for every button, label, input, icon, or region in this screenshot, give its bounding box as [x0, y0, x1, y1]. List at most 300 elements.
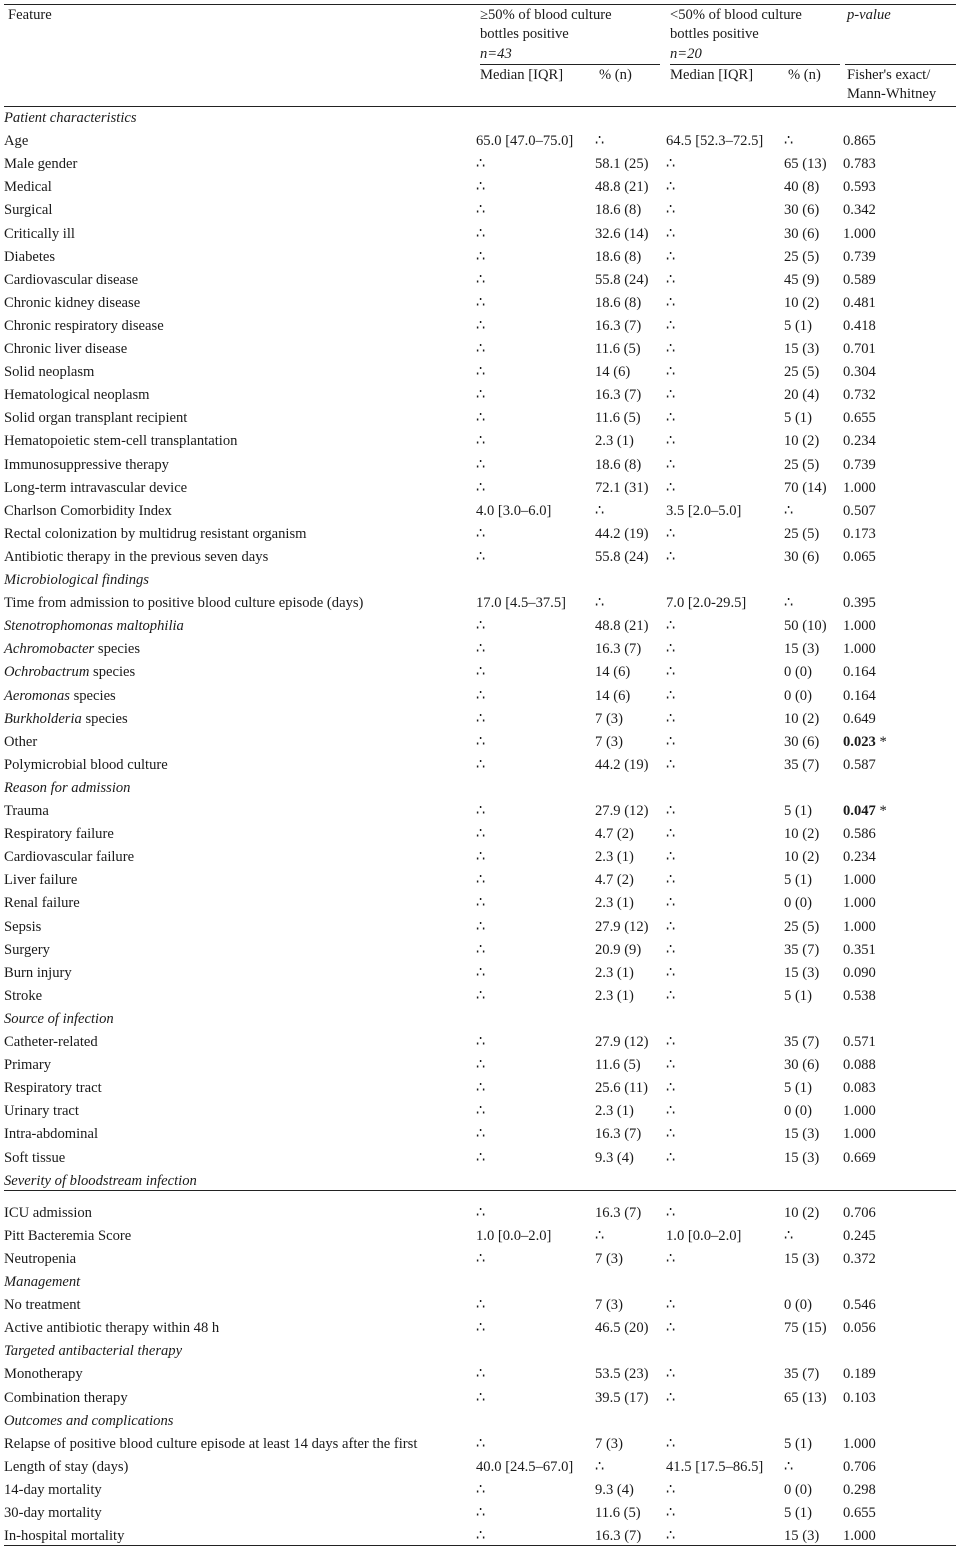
- group1-median-cell: ∴: [476, 1034, 486, 1050]
- section-header: [0, 1340, 952, 1363]
- group2-pct-cell: 70 (14): [784, 479, 827, 496]
- group1-median-cell: ∴: [476, 803, 486, 819]
- organism-name: Ochrobactrum: [4, 664, 90, 681]
- table-row: [0, 338, 952, 361]
- group1-pct-cell: 16.3 (7): [595, 641, 642, 658]
- pvalue-number: 0.507: [843, 502, 876, 519]
- group2-median-cell: ∴: [666, 803, 676, 819]
- group2-median-cell: ∴: [666, 1149, 676, 1166]
- feature-suffix: species: [89, 664, 136, 681]
- pvalue-number: 0.739: [843, 456, 876, 473]
- table-row: [0, 361, 952, 384]
- pvalue-cell: [843, 592, 876, 615]
- group1-median-cell: ∴: [476, 294, 486, 311]
- pvalue-number: 0.706: [843, 1458, 876, 1475]
- group2-median-cell: 64.5 [52.3–72.5]: [666, 133, 764, 150]
- pvalue-cell: [843, 685, 876, 708]
- feature-cell: Burn injury: [4, 964, 72, 981]
- group1-median-cell: ∴: [476, 341, 486, 357]
- group1-median-cell: 40.0 [24.5–67.0]: [476, 1458, 574, 1475]
- group1-median-cell: ∴: [476, 1149, 486, 1166]
- group1-pct-cell: 16.3 (7): [595, 1204, 642, 1221]
- pvalue-number: 1.000: [843, 918, 876, 935]
- pvalue-number: 1.000: [843, 225, 876, 242]
- group1-pct-cell: 44.2 (19): [595, 756, 649, 773]
- table-top-rule: [4, 4, 956, 5]
- feature-cell: Soft tissue: [4, 1149, 66, 1166]
- group1-median-cell: ∴: [476, 826, 486, 843]
- group2-pct-cell: 25 (5): [784, 456, 820, 473]
- table-row: [0, 731, 952, 754]
- table-row: [0, 846, 952, 869]
- header-pvalue: p-value: [847, 7, 891, 23]
- pvalue-cell: [843, 869, 876, 892]
- group1-median-cell: ∴: [476, 872, 486, 889]
- group1-median-cell: ∴: [476, 364, 486, 381]
- table-row: [0, 1225, 952, 1248]
- pvalue-number: 0.571: [843, 1034, 876, 1050]
- pvalue-number: 0.023: [843, 733, 876, 750]
- header-group1-title1: ≥50% of blood culture: [480, 7, 612, 23]
- group2-median-cell: ∴: [666, 964, 676, 981]
- feature-cell: Management: [4, 1274, 81, 1290]
- group1-pct-cell: ∴: [595, 502, 605, 519]
- table-row: [0, 1433, 952, 1456]
- group1-pct-cell: 7 (3): [595, 1435, 623, 1452]
- group1-pct-cell: 48.8 (21): [595, 179, 649, 196]
- pvalue-number: 0.372: [843, 1250, 876, 1267]
- group2-pct-cell: 50 (10): [784, 618, 827, 635]
- pvalue-cell: [843, 823, 876, 846]
- group2-pct-cell: 30 (6): [784, 202, 820, 219]
- table-row: [0, 985, 952, 1008]
- group1-pct-cell: 7 (3): [595, 1250, 623, 1267]
- pvalue-number: 1.000: [843, 1103, 876, 1120]
- group1-pct-cell: 16.3 (7): [595, 387, 642, 404]
- pvalue-number: 0.593: [843, 179, 876, 196]
- group2-pct-cell: 10 (2): [784, 1204, 820, 1221]
- pvalue-cell: [843, 1317, 876, 1340]
- pvalue-cell: [843, 315, 876, 338]
- group2-median-cell: ∴: [666, 941, 676, 958]
- section-header: [0, 1008, 952, 1031]
- group1-pct-cell: ∴: [595, 1458, 605, 1475]
- feature-cell: Liver failure: [4, 872, 78, 889]
- group2-median-cell: ∴: [666, 1204, 676, 1221]
- group1-median-cell: ∴: [476, 618, 486, 635]
- feature-cell: Intra-abdominal: [4, 1126, 99, 1143]
- pvalue-cell: [843, 1147, 876, 1170]
- group1-pct-cell: ∴: [595, 133, 605, 150]
- table-row: [0, 546, 952, 569]
- group2-pct-cell: 5 (1): [784, 1505, 812, 1521]
- group2-pct-cell: 15 (3): [784, 964, 820, 981]
- table-row: [0, 869, 952, 892]
- group1-pct-cell: 20.9 (9): [595, 941, 642, 958]
- table-row: [0, 1100, 952, 1123]
- group2-pct-cell: 0 (0): [784, 687, 812, 704]
- feature-cell: [4, 638, 140, 661]
- pvalue-cell: [843, 962, 876, 985]
- group2-pct-cell: 5 (1): [784, 1435, 812, 1452]
- pvalue-cell: [843, 1363, 876, 1386]
- group1-median-cell: ∴: [476, 1080, 486, 1097]
- group2-pct-cell: 30 (6): [784, 225, 820, 242]
- group2-pct-cell: 20 (4): [784, 387, 820, 404]
- feature-cell: Patient characteristics: [4, 110, 137, 126]
- group1-pct-cell: 9.3 (4): [595, 1149, 634, 1166]
- group2-median-cell: ∴: [666, 872, 676, 889]
- pvalue-number: 0.304: [843, 364, 876, 381]
- pvalue-cell: [843, 130, 876, 153]
- table-row: [0, 685, 952, 708]
- feature-cell: 14-day mortality: [4, 1481, 102, 1498]
- table-row: [0, 430, 952, 453]
- group2-median-cell: ∴: [666, 1320, 676, 1337]
- group2-median-cell: ∴: [666, 1481, 676, 1498]
- feature-cell: Reason for admission: [4, 779, 131, 796]
- group1-pct-cell: 72.1 (31): [595, 479, 649, 496]
- group1-pct-cell: 11.6 (5): [595, 1505, 641, 1521]
- group1-median-cell: ∴: [476, 756, 486, 773]
- feature-cell: Cardiovascular disease: [4, 271, 139, 288]
- group1-median-cell: ∴: [476, 641, 486, 658]
- group1-median-cell: ∴: [476, 941, 486, 958]
- feature-cell: ICU admission: [4, 1204, 92, 1221]
- pvalue-number: 1.000: [843, 641, 876, 658]
- group2-median-cell: ∴: [666, 1250, 676, 1267]
- feature-cell: No treatment: [4, 1297, 81, 1314]
- group2-pct-cell: 0 (0): [784, 664, 812, 681]
- group2-pct-cell: 5 (1): [784, 987, 812, 1004]
- group2-median-cell: ∴: [666, 1057, 676, 1074]
- group1-pct-cell: 55.8 (24): [595, 271, 649, 288]
- group1-pct-cell: 7 (3): [595, 733, 623, 750]
- pvalue-cell: [843, 454, 876, 477]
- table-row: [0, 1147, 952, 1170]
- table-row: [0, 592, 952, 615]
- group2-pct-cell: 0 (0): [784, 1481, 812, 1498]
- pvalue-cell: [843, 1456, 876, 1479]
- header-pvalue-underline: [845, 64, 956, 65]
- feature-cell: Stenotrophomonas maltophilia: [4, 618, 184, 635]
- group2-pct-cell: 65 (13): [784, 1389, 827, 1406]
- group2-median-cell: ∴: [666, 1080, 676, 1097]
- table-row: [0, 892, 952, 915]
- group1-pct-cell: 2.3 (1): [595, 895, 634, 912]
- feature-cell: Time from admission to positive blood culture episode (days): [4, 595, 364, 612]
- table-row: [0, 1363, 952, 1386]
- header-feature: Feature: [8, 7, 52, 23]
- feature-cell: Hematological neoplasm: [4, 387, 150, 404]
- pvalue-cell: [843, 1100, 876, 1123]
- group2-pct-cell: 10 (2): [784, 849, 820, 866]
- group2-median-cell: ∴: [666, 733, 676, 750]
- header-group2-median: Median [IQR]: [670, 67, 754, 83]
- pvalue-cell: [843, 800, 887, 823]
- table-row: [0, 315, 952, 338]
- group2-pct-cell: 0 (0): [784, 895, 812, 912]
- group1-median-cell: ∴: [476, 733, 486, 750]
- group1-median-cell: ∴: [476, 156, 486, 173]
- group1-median-cell: ∴: [476, 248, 486, 265]
- table-row: [0, 708, 952, 731]
- table-row: [0, 823, 952, 846]
- table-row: [0, 962, 952, 985]
- feature-cell: Primary: [4, 1057, 52, 1074]
- feature-cell: Respiratory tract: [4, 1080, 102, 1097]
- pvalue-cell: [843, 1433, 876, 1456]
- group1-median-cell: ∴: [476, 849, 486, 866]
- group2-median-cell: ∴: [666, 1103, 676, 1120]
- pvalue-number: 0.546: [843, 1297, 876, 1314]
- section-header: [0, 1410, 952, 1433]
- pvalue-cell: [843, 1123, 876, 1146]
- pvalue-number: 0.865: [843, 133, 876, 150]
- group2-median-cell: ∴: [666, 271, 676, 288]
- pvalue-cell: [843, 638, 876, 661]
- group2-pct-cell: 15 (3): [784, 1149, 820, 1166]
- group2-pct-cell: ∴: [784, 1458, 794, 1475]
- group1-median-cell: ∴: [476, 1435, 486, 1452]
- group2-median-cell: ∴: [666, 248, 676, 265]
- feature-cell: Pitt Bacteremia Score: [4, 1227, 132, 1244]
- feature-cell: Chronic liver disease: [4, 341, 128, 357]
- group1-median-cell: ∴: [476, 1481, 486, 1498]
- group2-pct-cell: 30 (6): [784, 1057, 820, 1074]
- group2-median-cell: ∴: [666, 687, 676, 704]
- pvalue-number: 1.000: [843, 1126, 876, 1143]
- table-row: [0, 153, 952, 176]
- group2-median-cell: ∴: [666, 525, 676, 542]
- feature-cell: Respiratory failure: [4, 826, 114, 843]
- group1-pct-cell: 18.6 (8): [595, 456, 642, 473]
- group1-median-cell: ∴: [476, 1505, 486, 1521]
- group2-pct-cell: 15 (3): [784, 641, 820, 658]
- group2-median-cell: ∴: [666, 710, 676, 727]
- feature-cell: Urinary tract: [4, 1103, 79, 1120]
- group1-pct-cell: 32.6 (14): [595, 225, 649, 242]
- group1-pct-cell: 55.8 (24): [595, 548, 649, 565]
- feature-cell: Targeted antibacterial therapy: [4, 1343, 183, 1360]
- pvalue-number: 0.655: [843, 410, 876, 427]
- table-row: [0, 661, 952, 684]
- feature-cell: Monotherapy: [4, 1366, 83, 1383]
- group1-median-cell: ∴: [476, 525, 486, 542]
- group1-pct-cell: 4.7 (2): [595, 826, 634, 843]
- group1-pct-cell: 44.2 (19): [595, 525, 649, 542]
- table-row: [0, 176, 952, 199]
- feature-cell: Hematopoietic stem-cell transplantation: [4, 433, 238, 450]
- feature-cell: Medical: [4, 179, 52, 196]
- group1-median-cell: ∴: [476, 1204, 486, 1221]
- group2-pct-cell: 15 (3): [784, 1250, 820, 1267]
- group1-median-cell: ∴: [476, 1297, 486, 1314]
- pvalue-number: 0.655: [843, 1505, 876, 1521]
- feature-cell: Catheter-related: [4, 1034, 98, 1050]
- group2-median-cell: ∴: [666, 317, 676, 334]
- group1-pct-cell: 27.9 (12): [595, 803, 649, 819]
- table-row: [0, 384, 952, 407]
- organism-name: Achromobacter: [4, 641, 95, 658]
- pvalue-cell: [843, 1502, 876, 1525]
- pvalue-number: 0.234: [843, 849, 876, 866]
- group1-median-cell: ∴: [476, 433, 486, 450]
- group2-pct-cell: 10 (2): [784, 433, 820, 450]
- group1-median-cell: ∴: [476, 317, 486, 334]
- group2-pct-cell: 10 (2): [784, 294, 820, 311]
- group2-pct-cell: ∴: [784, 502, 794, 519]
- group2-median-cell: ∴: [666, 641, 676, 658]
- feature-cell: [4, 708, 128, 731]
- pvalue-cell: [843, 1202, 876, 1225]
- group1-median-cell: 17.0 [4.5–37.5]: [476, 595, 566, 612]
- group1-pct-cell: 39.5 (17): [595, 1389, 649, 1406]
- table-row: [0, 1123, 952, 1146]
- group1-median-cell: ∴: [476, 987, 486, 1004]
- group1-pct-cell: 14 (6): [595, 664, 631, 681]
- pvalue-number: 0.418: [843, 317, 876, 334]
- feature-cell: Other: [4, 733, 38, 750]
- group1-median-cell: ∴: [476, 1057, 486, 1074]
- pvalue-cell: [843, 223, 876, 246]
- group2-pct-cell: 75 (15): [784, 1320, 827, 1337]
- group2-pct-cell: 5 (1): [784, 803, 812, 819]
- group2-pct-cell: 10 (2): [784, 826, 820, 843]
- group1-pct-cell: 18.6 (8): [595, 294, 642, 311]
- group2-pct-cell: 0 (0): [784, 1103, 812, 1120]
- group1-median-cell: ∴: [476, 687, 486, 704]
- group1-median-cell: ∴: [476, 179, 486, 196]
- feature-cell: Age: [4, 133, 29, 150]
- feature-cell: Relapse of positive blood culture episode at least 14 days after the first: [4, 1435, 418, 1452]
- section-header: [0, 569, 952, 592]
- header-group2-title2: bottles positive: [670, 26, 759, 42]
- pvalue-number: 1.000: [843, 479, 876, 496]
- pvalue-cell: [843, 1225, 876, 1248]
- feature-cell: 30-day mortality: [4, 1505, 102, 1521]
- pvalue-cell: [843, 523, 876, 546]
- group1-median-cell: ∴: [476, 1528, 486, 1545]
- group1-median-cell: ∴: [476, 225, 486, 242]
- group1-pct-cell: 11.6 (5): [595, 410, 641, 427]
- feature-cell: Immunosuppressive therapy: [4, 456, 169, 473]
- group2-pct-cell: ∴: [784, 1227, 794, 1244]
- table-row: [0, 1248, 952, 1271]
- table-row: [0, 477, 952, 500]
- pvalue-cell: [843, 1479, 876, 1502]
- pvalue-number: 0.173: [843, 525, 876, 542]
- group1-pct-cell: 18.6 (8): [595, 202, 642, 219]
- group2-median-cell: ∴: [666, 294, 676, 311]
- group1-pct-cell: 2.3 (1): [595, 987, 634, 1004]
- significance-marker: *: [875, 733, 887, 750]
- group1-median-cell: ∴: [476, 710, 486, 727]
- pvalue-number: 0.587: [843, 756, 876, 773]
- feature-suffix: species: [94, 641, 141, 658]
- group2-median-cell: ∴: [666, 156, 676, 173]
- group1-pct-cell: 16.3 (7): [595, 1528, 642, 1545]
- table-row: [0, 1031, 952, 1054]
- header-group1-title2: bottles positive: [480, 26, 569, 42]
- header-test-line1: Fisher's exact/: [847, 67, 931, 83]
- group1-pct-cell: 11.6 (5): [595, 1057, 641, 1074]
- group1-pct-cell: 46.5 (20): [595, 1320, 649, 1337]
- group2-pct-cell: ∴: [784, 133, 794, 150]
- feature-cell: Solid organ transplant recipient: [4, 410, 188, 427]
- pvalue-number: 0.103: [843, 1389, 876, 1406]
- pvalue-number: 1.000: [843, 872, 876, 889]
- group2-median-cell: ∴: [666, 1389, 676, 1406]
- feature-cell: Diabetes: [4, 248, 56, 265]
- pvalue-cell: [843, 269, 876, 292]
- feature-cell: Length of stay (days): [4, 1458, 129, 1475]
- group2-pct-cell: 25 (5): [784, 525, 820, 542]
- pvalue-cell: [843, 546, 876, 569]
- group1-pct-cell: 14 (6): [595, 687, 631, 704]
- group2-median-cell: ∴: [666, 987, 676, 1004]
- pvalue-number: 0.088: [843, 1057, 876, 1074]
- pvalue-number: 0.164: [843, 664, 876, 681]
- group2-pct-cell: 25 (5): [784, 248, 820, 265]
- group1-pct-cell: 2.3 (1): [595, 964, 634, 981]
- group2-median-cell: ∴: [666, 1505, 676, 1521]
- group2-median-cell: ∴: [666, 1297, 676, 1314]
- group1-pct-cell: 27.9 (12): [595, 918, 649, 935]
- group2-median-cell: 1.0 [0.0–2.0]: [666, 1227, 742, 1244]
- pvalue-cell: [843, 338, 876, 361]
- table-row: [0, 223, 952, 246]
- header-group2-n: n=20: [670, 46, 702, 62]
- group2-median-cell: ∴: [666, 756, 676, 773]
- group1-pct-cell: 25.6 (11): [595, 1080, 648, 1097]
- pvalue-cell: [843, 477, 876, 500]
- pvalue-number: 1.000: [843, 618, 876, 635]
- table-row: [0, 292, 952, 315]
- pvalue-number: 0.739: [843, 248, 876, 265]
- group2-pct-cell: 35 (7): [784, 941, 820, 958]
- table-row: [0, 1054, 952, 1077]
- header-group1-pct: % (n): [599, 67, 632, 83]
- pvalue-cell: [843, 1077, 876, 1100]
- table-row: [0, 1317, 952, 1340]
- feature-cell: Rectal colonization by multidrug resistant organism: [4, 525, 307, 542]
- group1-median-cell: ∴: [476, 202, 486, 219]
- group1-pct-cell: 27.9 (12): [595, 1034, 649, 1050]
- feature-cell: Chronic kidney disease: [4, 294, 141, 311]
- group2-pct-cell: 65 (13): [784, 156, 827, 173]
- pvalue-cell: [843, 176, 876, 199]
- group2-pct-cell: 5 (1): [784, 872, 812, 889]
- group2-median-cell: ∴: [666, 849, 676, 866]
- group2-median-cell: 41.5 [17.5–86.5]: [666, 1458, 764, 1475]
- group1-pct-cell: 2.3 (1): [595, 1103, 634, 1120]
- group1-median-cell: ∴: [476, 1250, 486, 1267]
- feature-cell: Microbiological findings: [4, 572, 149, 588]
- group2-pct-cell: 0 (0): [784, 1297, 812, 1314]
- group2-median-cell: ∴: [666, 1435, 676, 1452]
- pvalue-cell: [843, 500, 876, 523]
- pvalue-number: 0.538: [843, 987, 876, 1004]
- table-row: [0, 939, 952, 962]
- group2-pct-cell: 35 (7): [784, 1366, 820, 1383]
- group2-median-cell: ∴: [666, 179, 676, 196]
- header-group2-pct: % (n): [788, 67, 821, 83]
- header-group1-underline: [480, 64, 660, 65]
- section-header: [0, 1271, 952, 1294]
- pvalue-number: 0.649: [843, 710, 876, 727]
- group2-median-cell: ∴: [666, 826, 676, 843]
